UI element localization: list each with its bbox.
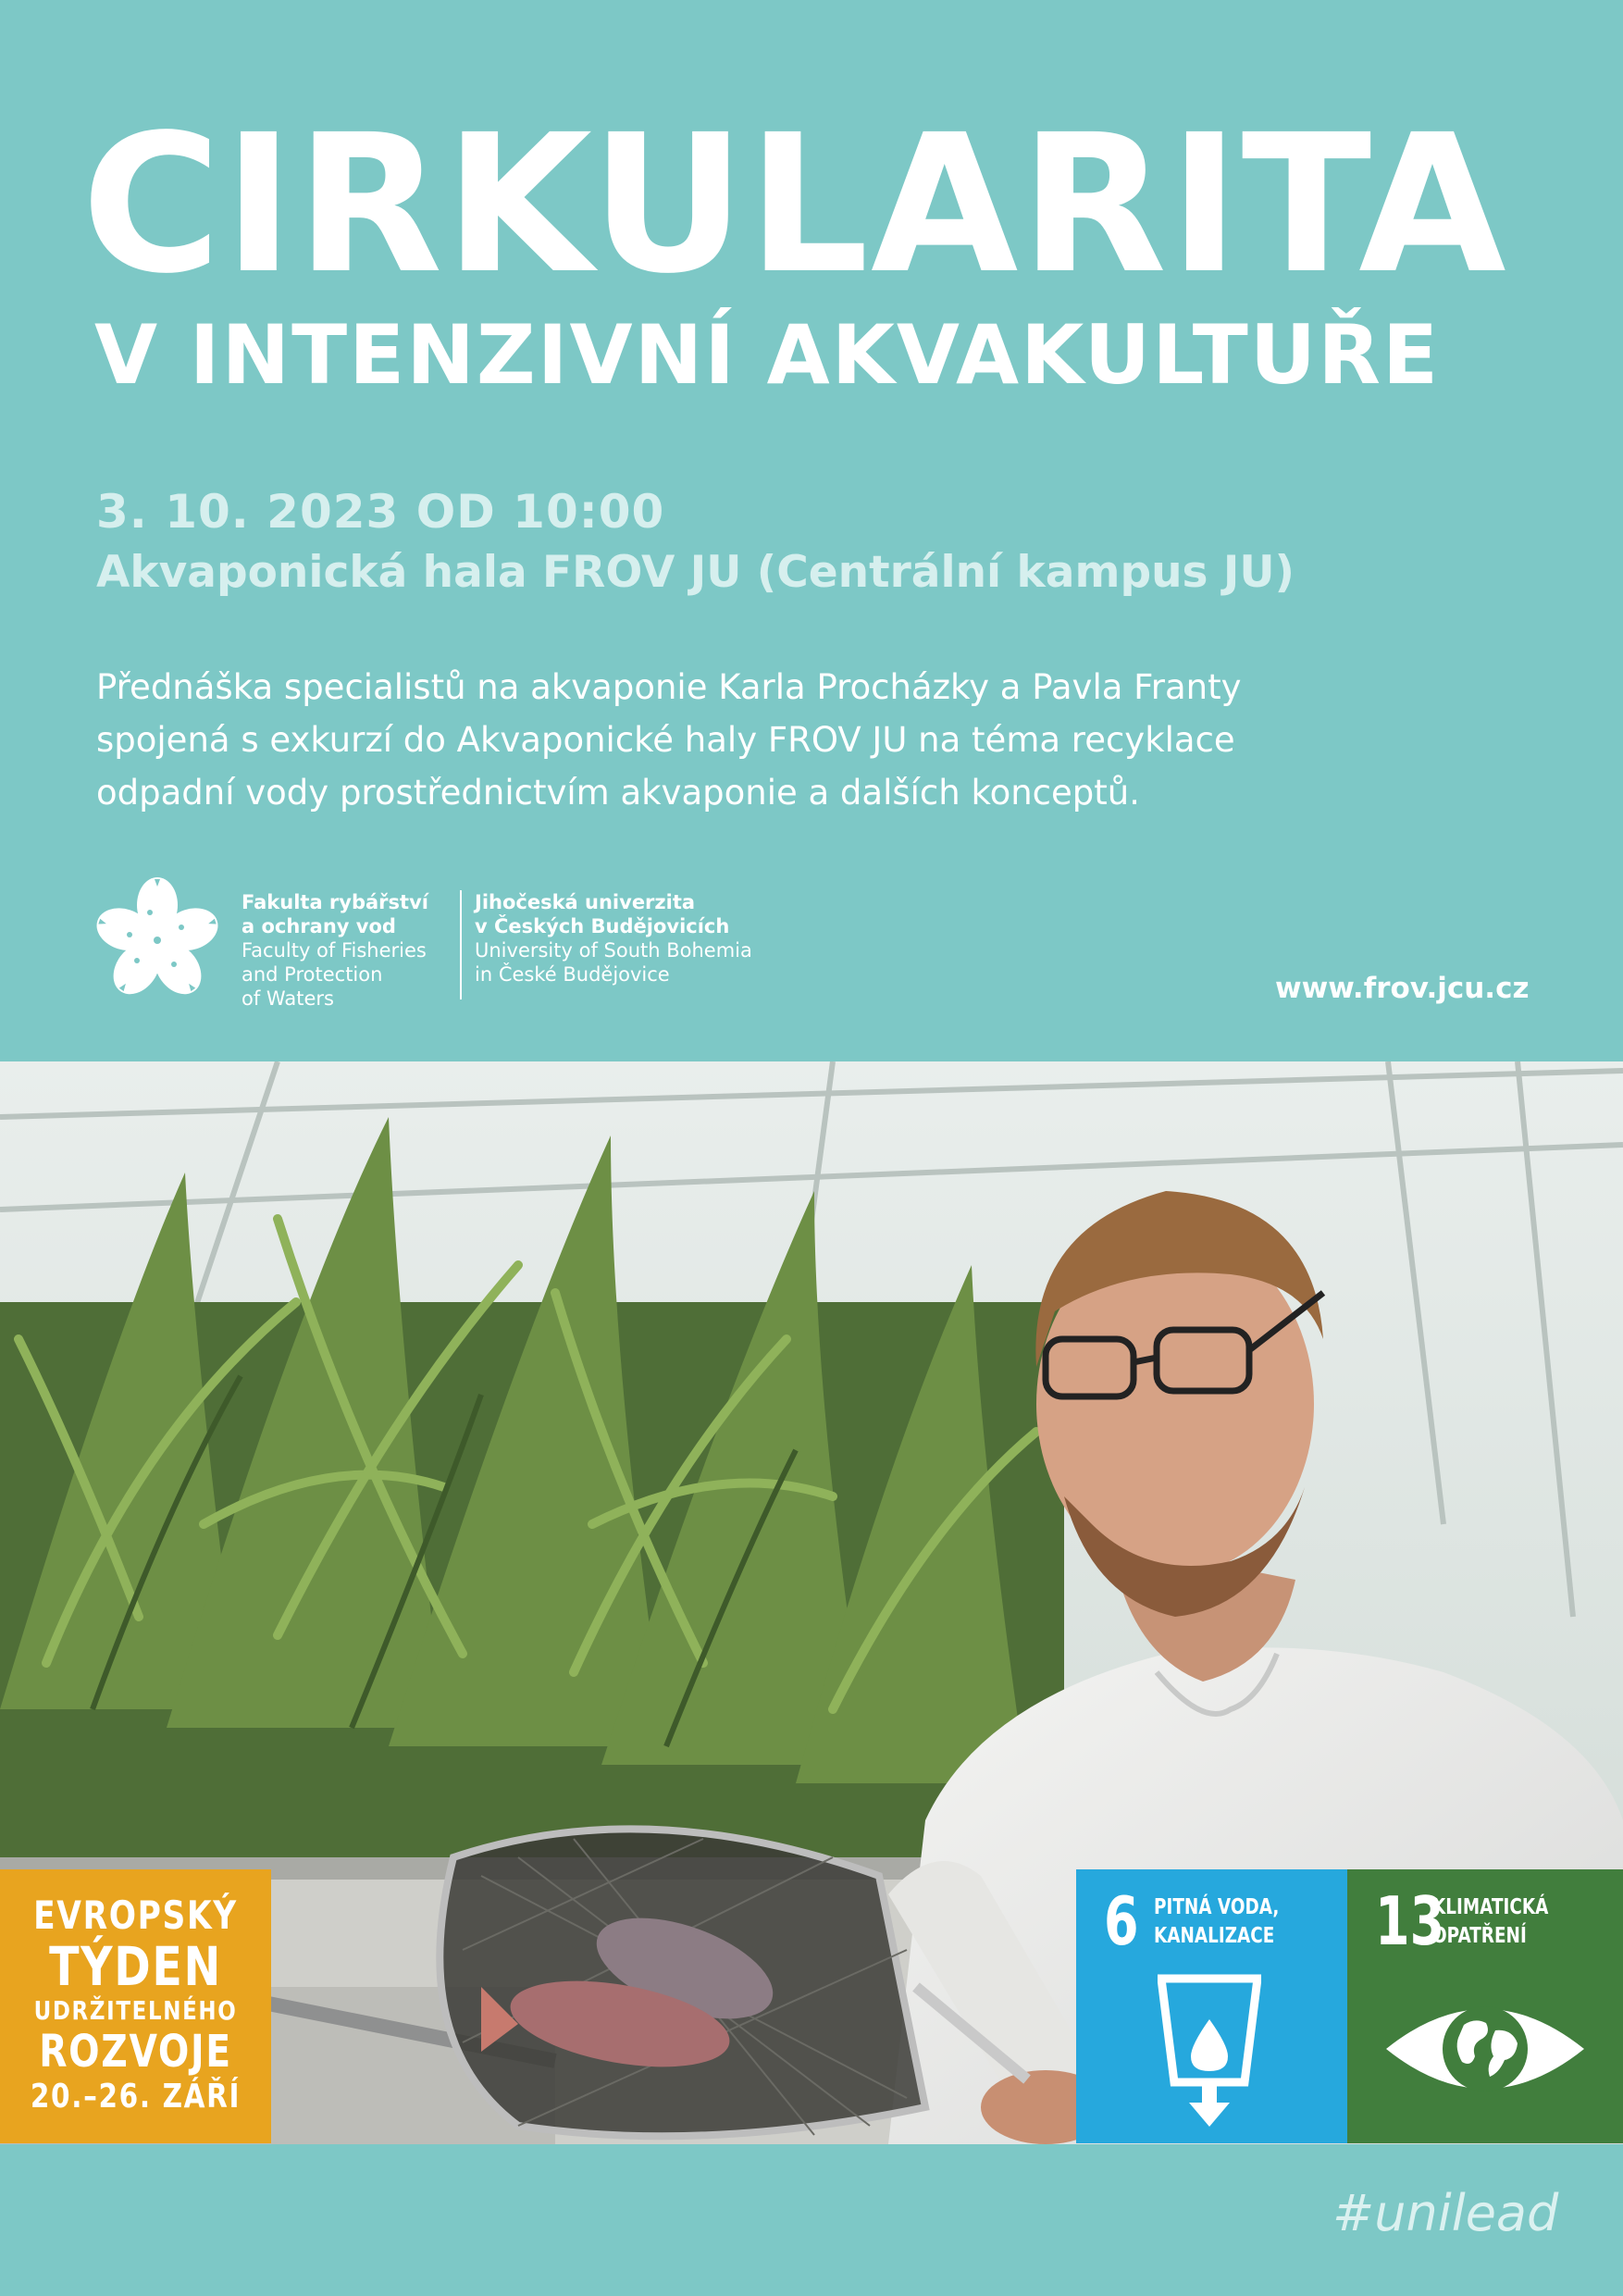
sdg-number: 13 [1375,1882,1445,1960]
sdg-label [1432,1893,1548,1951]
sdg-label-line: PITNÁ VODA, [1154,1895,1280,1919]
jcu-name-cz: Jihočeská univerzita [475,891,696,913]
frov-name-en: of Waters [242,987,334,1010]
badge-line: TÝDEN [49,1935,222,1998]
badge-line: EVROPSKÝ [33,1893,238,1938]
description-line: odpadní vody prostřednictvím akvaponie a dalších konceptů. [96,773,1140,813]
jcu-logo-text [475,890,752,987]
event-date-time: 3. 10. 2023 OD 10:00 [96,485,665,539]
event-description [96,661,1503,819]
description-line: Přednáška specialistů na akvaponie Karla Procházky a Pavla Franty [96,667,1242,707]
frov-name-en: Faculty of Fisheries [242,939,427,962]
frov-name-cz: a ochrany vod [242,915,396,937]
title-line-2: V INTENZIVNÍ AKVAKULTUŘE [94,307,1441,403]
eye-globe-icon [1382,1988,1588,2110]
sdg-label-line: OPATŘENÍ [1432,1924,1527,1948]
water-glass-icon [1158,1973,1261,2128]
jcu-name-cz: v Českých Budějovicích [475,915,730,937]
frov-name-cz: Fakulta rybářství [242,891,428,913]
event-venue: Akvaponická hala FROV JU (Centrální kampus JU) [96,547,1295,598]
sdg-6-tile [1076,1869,1347,2143]
sdg-label [1154,1893,1279,1951]
sdg-label-line: KANALIZACE [1154,1924,1275,1948]
badge-line: 20.–26. ZÁŘÍ [30,2078,242,2116]
sdg-label-line: KLIMATICKÁ [1432,1895,1549,1919]
badge-line: UDRŽITELNÉHO [33,1995,238,2026]
website-link[interactable]: www.frov.jcu.cz [1275,972,1530,1005]
logo-divider [460,890,462,999]
hashtag: #unilead [1332,2184,1559,2242]
frov-flower-logo-icon [93,875,222,1001]
frov-name-en: and Protection [242,963,383,986]
sdg-number: 6 [1104,1882,1139,1960]
frov-logo-text [242,890,428,1011]
sustainable-week-badge [0,1869,271,2143]
description-line: spojená s exkurzí do Akvaponické haly FROV JU na téma recyklace [96,720,1235,760]
sdg-13-tile [1347,1869,1623,2143]
jcu-name-en: University of South Bohemia [475,939,752,962]
jcu-name-en: in České Budějovice [475,963,670,986]
title-line-1: CIRKULARITA [81,93,1508,316]
badge-line: ROZVOJE [39,2026,232,2078]
